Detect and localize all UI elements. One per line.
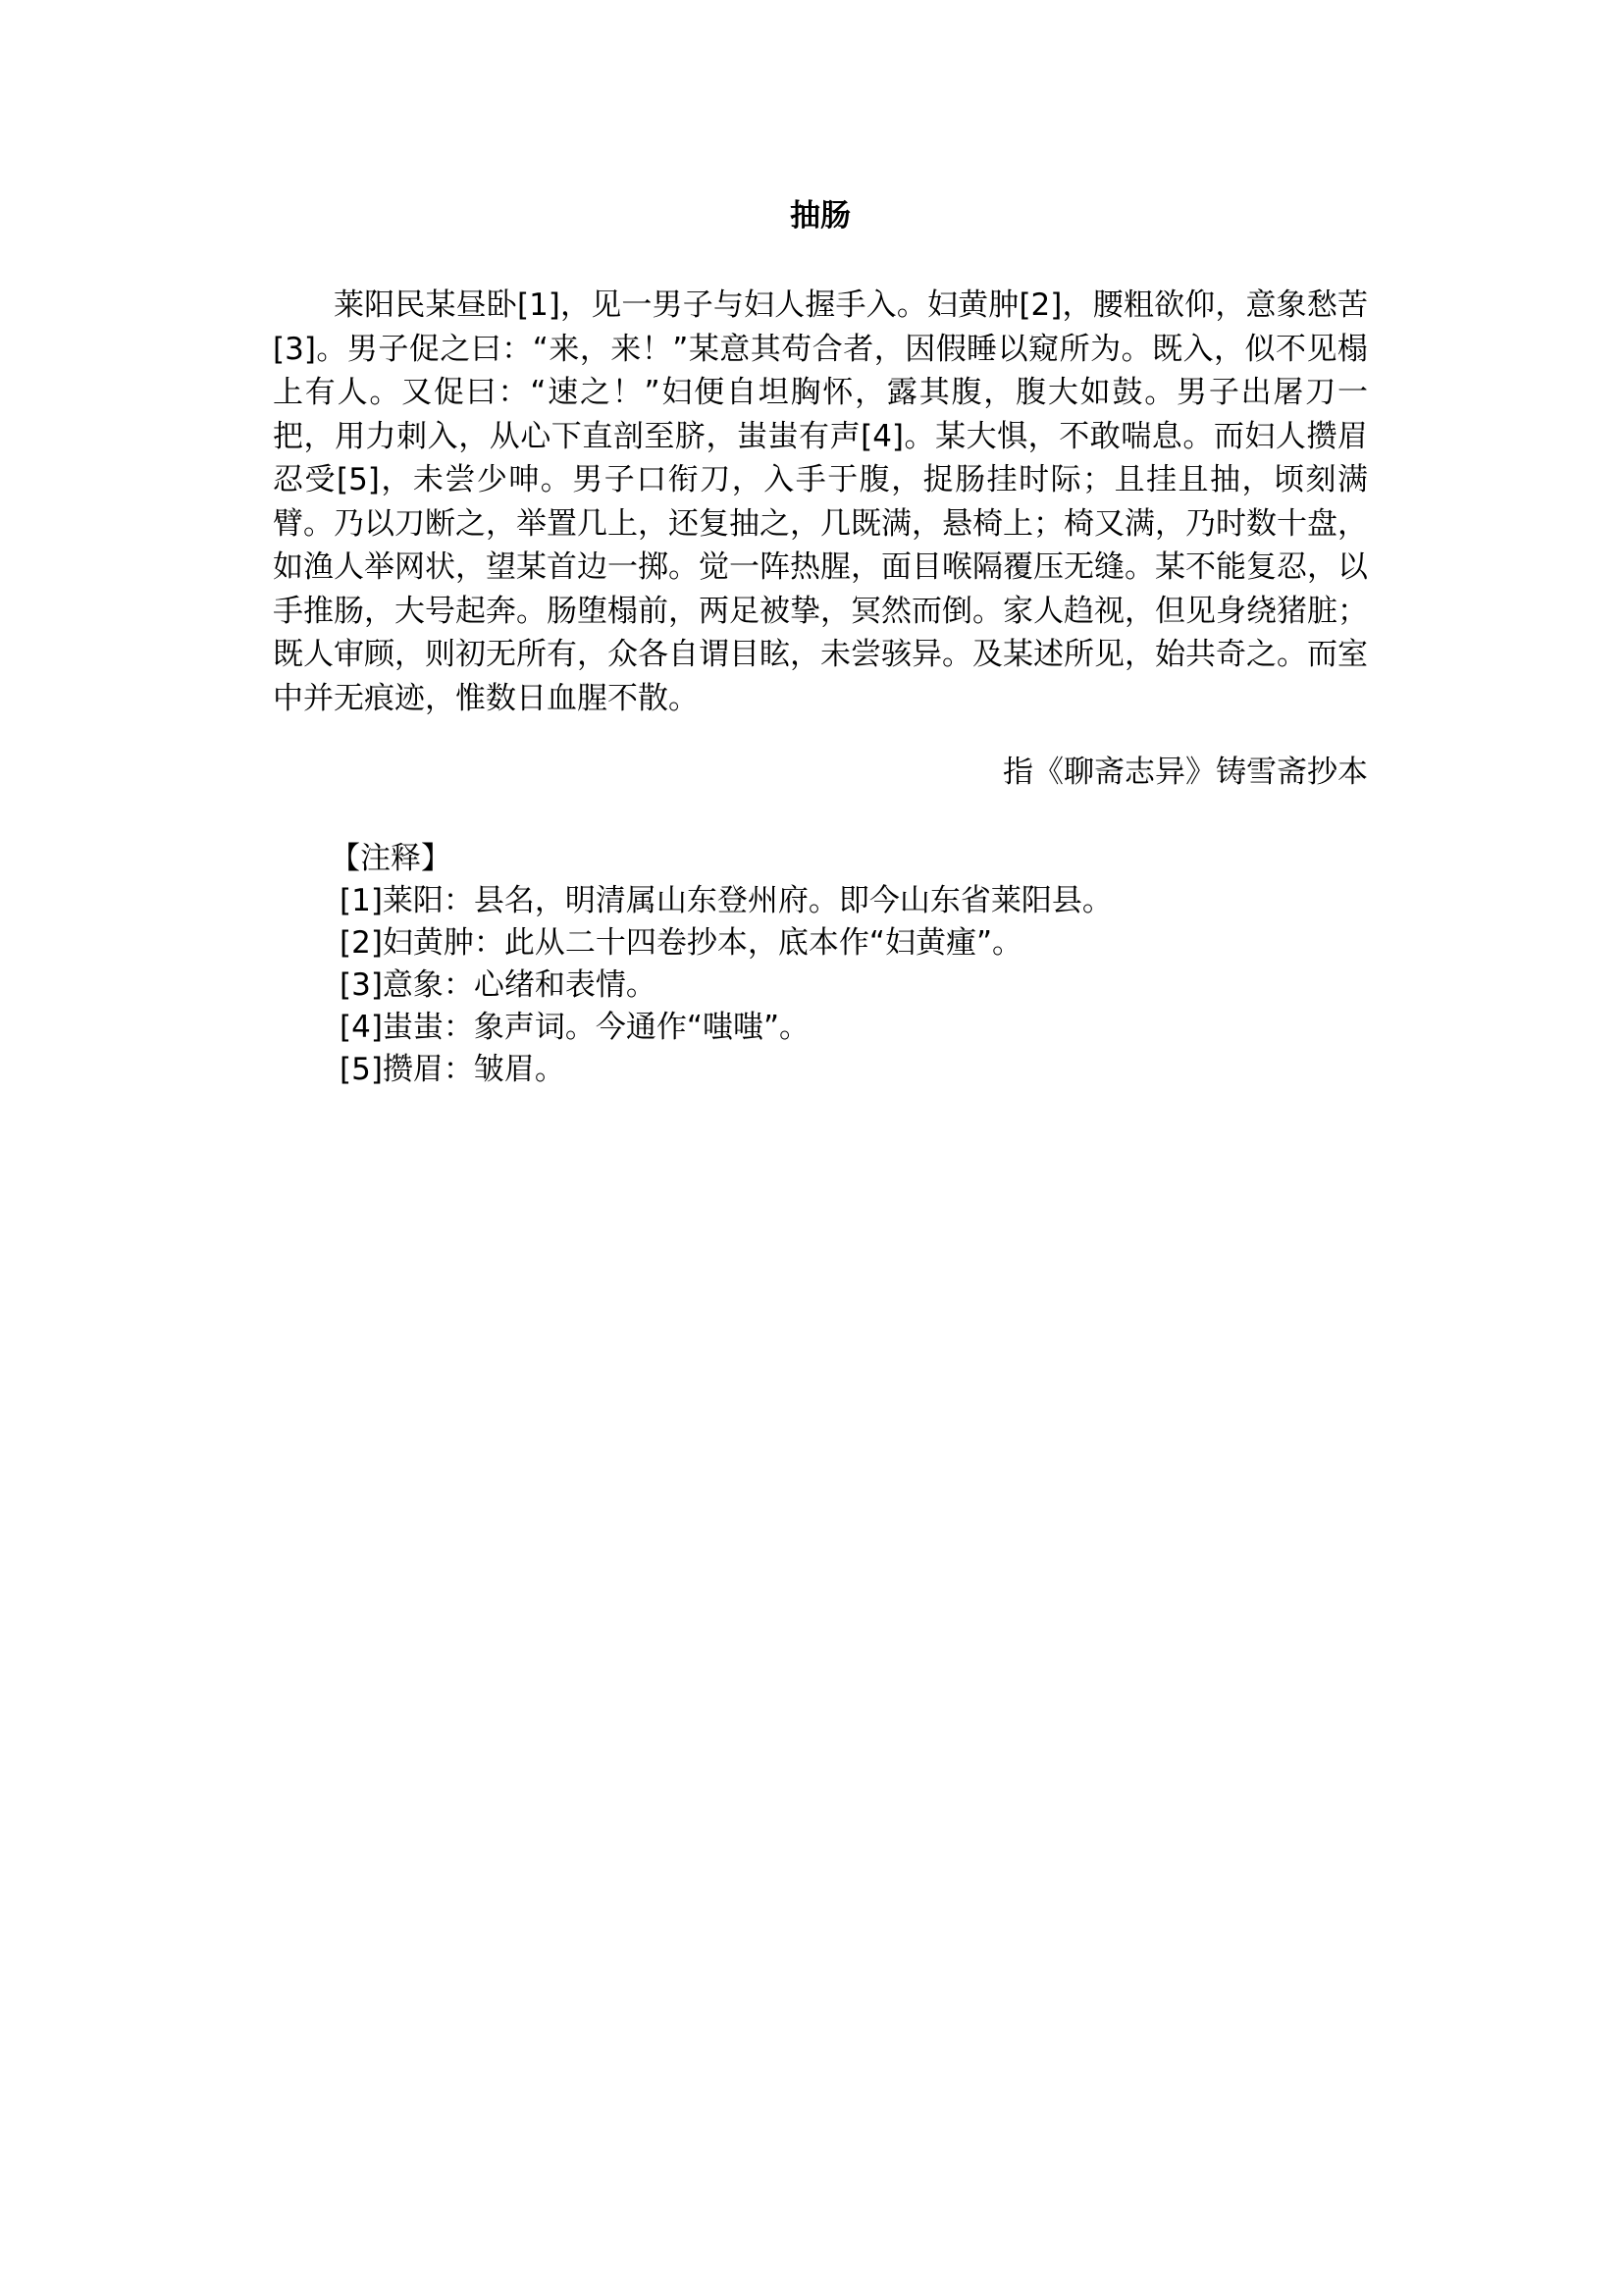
note-item-2: [2]妇黄肿：此从二十四卷抄本，底本作“妇黄瘇”。 — [340, 924, 1023, 961]
notes-heading: 【注释】 — [330, 840, 451, 876]
document-page — [273, 194, 1368, 1091]
notes-section — [273, 838, 1368, 1091]
note-item-1: [1]莱阳：县名，明清属山东登州府。即今山东省莱阳县。 — [340, 882, 1113, 918]
page-title: 抽肠 — [790, 198, 851, 234]
note-item-4: [4]蚩蚩：象声词。今通作“嗤嗤”。 — [340, 1009, 811, 1045]
source-citation: 指《聊斋志异》铸雪斋抄本 — [1003, 755, 1368, 790]
story-paragraph: 莱阳民某昼卧[1]，见一男子与妇人握手入。妇黄肿[2]，腰粗欲仰，意象愁苦[3]。男子促之曰：“来，来！”某意其苟合者，因假睡以窥所为。既入，似不见榻上有人。又促曰：“速之！”妇便自坦胸怀，露其腹，腹大如鼓。男子出屠刀一把，用力刺入，从心下直剖至脐，蚩蚩有声[4]。某大惧，不敢喘息。而妇人攒眉忍受[5]，未尝少呻。男子口衔刀，入手于腹，捉肠挂时际；且挂且抽，顷刻满臂。乃以刀断之，举置几上，还复抽之，几既满，悬椅上；椅又满，乃时数十盘，如渔人举网状，望某首边一掷。觉一阵热腥，面目喉隔覆压无缝。某不能复忍，以手推肠，大号起奔。肠堕榻前，两足被挚，冥然而倒。家人趋视，但见身绕猪脏；既人审顾，则初无所有，众各自谓目眩，未尝骇异。及某述所见，始共奇之。而室中并无痕迹，惟数日血腥不散。 — [273, 287, 1368, 716]
note-item-3: [3]意象：心绪和表情。 — [340, 966, 656, 1003]
note-item-5: [5]攒眉：皱眉。 — [340, 1051, 565, 1087]
